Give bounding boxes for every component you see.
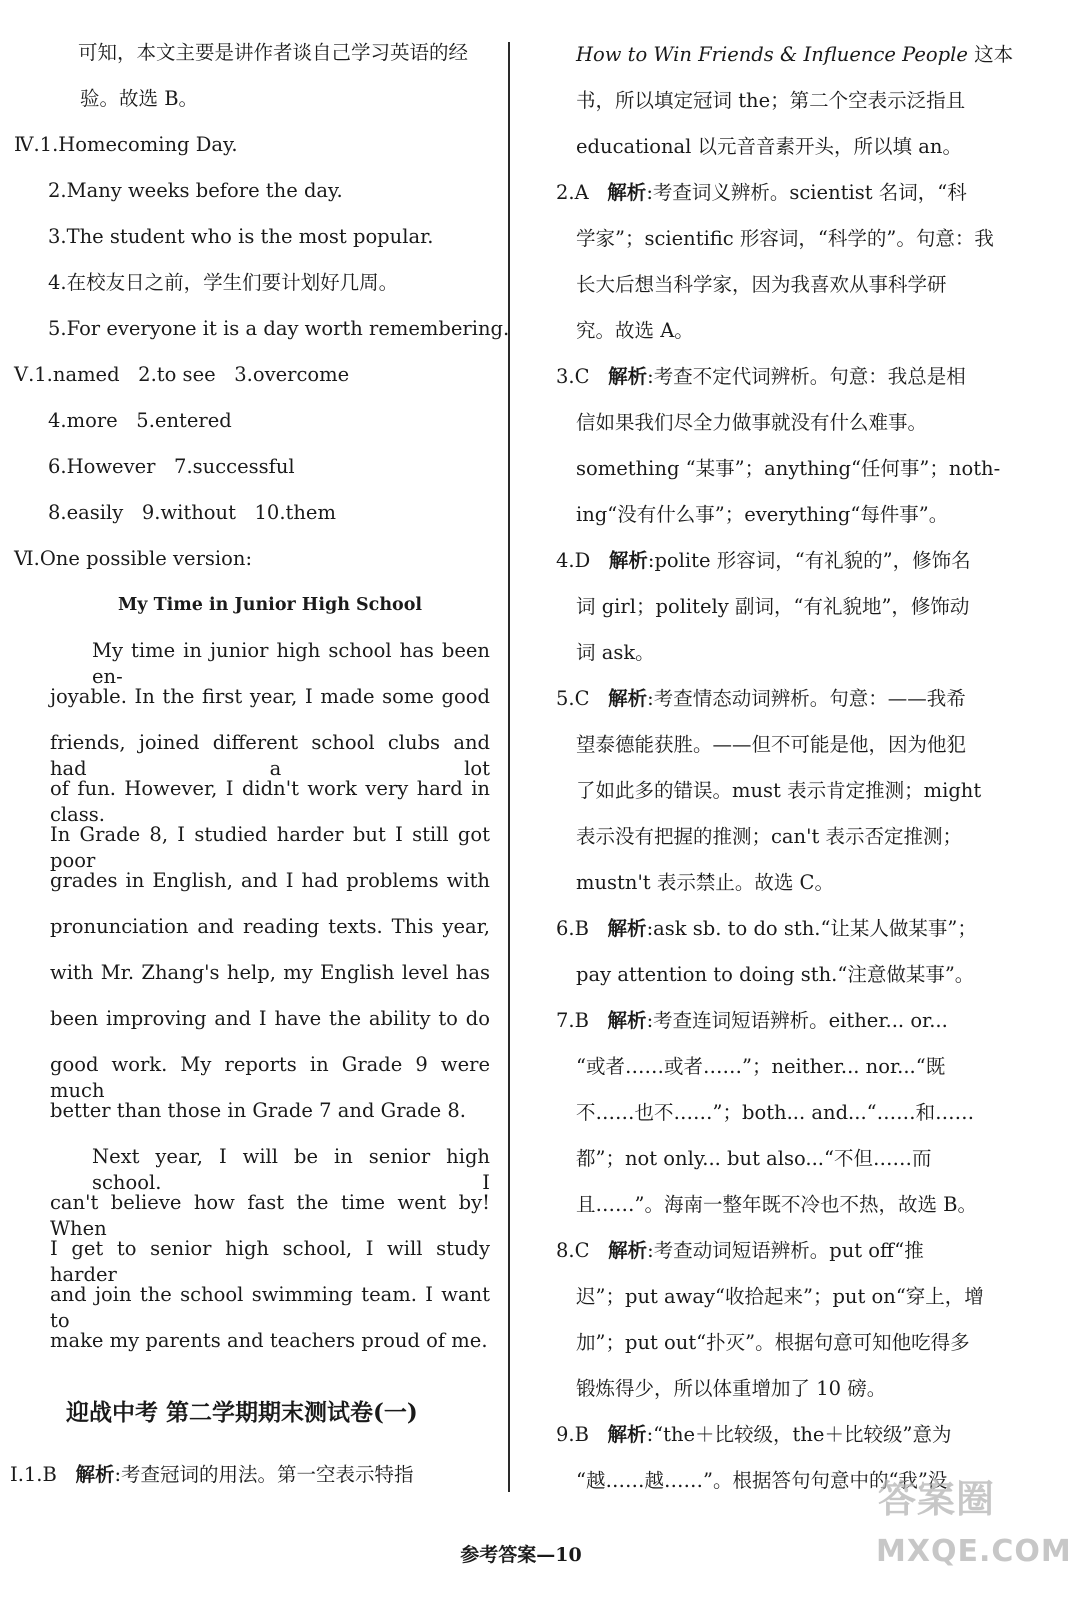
- answer-v-2: 4.more 5.entered: [48, 409, 232, 432]
- text-line: 长大后想当科学家，因为我喜欢从事科学研: [576, 273, 947, 296]
- essay-line: good work. My reports in Grade 9 were much: [50, 1053, 490, 1102]
- watermark-logo: [870, 1468, 1072, 1593]
- answer-item: [556, 686, 966, 712]
- answer-item: [556, 916, 977, 942]
- answer-iv-5: 5.For everyone it is a day worth remembering.: [48, 317, 510, 340]
- essay-line: joyable. In the first year, I made some good: [50, 685, 490, 708]
- column-divider: [508, 42, 510, 1492]
- text-line: 学家”；scientific 形容词，“科学的”。句意：我: [576, 227, 994, 250]
- text-line: “或者……或者……”；neither... nor...“既: [576, 1055, 946, 1078]
- text-line: 表示没有把握的推测；can't 表示否定推测；: [576, 825, 963, 848]
- text-line: 了如此多的错误。must 表示肯定推测；might: [576, 779, 982, 802]
- text-line: 究。故选 A。: [576, 319, 694, 342]
- essay-title: My Time in Junior High School: [117, 595, 423, 615]
- essay-line: grades in English, and I had problems with: [50, 869, 490, 892]
- text-line: 且……”。海南一整年既不冷也不热，故选 B。: [576, 1193, 977, 1216]
- answer-iv-2: 2.Many weeks before the day.: [48, 179, 343, 202]
- essay-line: with Mr. Zhang's help, my English level has: [50, 961, 490, 984]
- item-number: 6.B: [556, 917, 589, 940]
- text-line: mustn't 表示禁止。故选 C。: [576, 871, 834, 894]
- analysis-text: :考查情态动词辨析。句意：——我希: [647, 687, 966, 710]
- text-line: “越……越……”。根据答句句意中的“我”没: [576, 1469, 948, 1492]
- text-line: 迟”；put away“收拾起来”；put on“穿上，增: [576, 1285, 984, 1308]
- item-number: 9.B: [556, 1423, 589, 1446]
- essay-line: can't believe how fast the time went by! When: [50, 1191, 490, 1240]
- text-line: 信如果我们尽全力做事就没有什么难事。: [576, 411, 928, 434]
- answer-item: [556, 1008, 948, 1034]
- analysis-label: 解析: [607, 917, 647, 940]
- analysis-label: 解析: [607, 181, 647, 204]
- answer-v-3: 6.However 7.successful: [48, 455, 295, 478]
- answer-iv-3: 3.The student who is the most popular.: [48, 225, 434, 248]
- text-line: 词 girl；politely 副词，“有礼貌地”，修饰动: [576, 595, 970, 618]
- answer-item: [556, 180, 967, 206]
- essay-line: Next year, I will be in senior high school. I: [92, 1145, 490, 1194]
- analysis-text: :考查连词短语辨析。either... or...: [646, 1009, 948, 1032]
- text-line: educational 以元音音素开头，所以填 an。: [576, 135, 962, 158]
- text-line: something “某事”；anything“任何事”；noth-: [576, 457, 1001, 480]
- analysis-text: :考查不定代词辨析。句意：我总是相: [647, 365, 966, 388]
- item-number: 3.C: [556, 365, 590, 388]
- analysis-label: 解析: [608, 365, 648, 388]
- essay-line: My time in junior high school has been en-: [92, 639, 490, 688]
- analysis-text: :考查动词短语辨析。put off“推: [647, 1239, 924, 1262]
- text-line: 可知，本文主要是讲作者谈自己学习英语的经: [78, 41, 469, 64]
- watermark-logo-text: 答案圈: [878, 1477, 996, 1521]
- answer-i-1: [10, 1462, 414, 1488]
- analysis-label: 解析: [75, 1463, 115, 1486]
- text-line: 望泰德能获胜。——但不可能是他，因为他犯: [576, 733, 967, 756]
- answer-item: [556, 364, 966, 390]
- text-line: 词 ask。: [576, 641, 655, 664]
- item-number: 8.C: [556, 1239, 590, 1262]
- essay-line: make my parents and teachers proud of me.: [50, 1329, 488, 1352]
- essay-line: pronunciation and reading texts. This year,: [50, 915, 490, 938]
- text-line: 都”；not only... but also...“不但……而: [576, 1147, 932, 1170]
- analysis-text: :ask sb. to do sth.“让某人做某事”；: [646, 917, 977, 940]
- answer-iv-4: 4.在校友日之前，学生们要计划好几周。: [48, 271, 399, 294]
- item-number: 7.B: [556, 1009, 589, 1032]
- item-number: 4.D: [556, 549, 591, 572]
- analysis-text: :考查词义辨析。scientist 名词，“科: [646, 181, 967, 204]
- section-title: 迎战中考 第二学期期末测试卷(一): [66, 1399, 418, 1426]
- text-line: [576, 42, 1013, 68]
- analysis-label: 解析: [608, 687, 648, 710]
- essay-line: I get to senior high school, I will study harder: [50, 1237, 490, 1286]
- text-fragment: 这本: [967, 43, 1014, 66]
- watermark-url: MXQE.COM: [876, 1534, 1072, 1569]
- text-line: 验。故选 B。: [80, 87, 199, 110]
- text-line: 不……也不……”；both... and...“……和……: [576, 1101, 975, 1124]
- item-number: 5.C: [556, 687, 590, 710]
- answer-vi: Ⅵ.One possible version:: [14, 547, 253, 570]
- analysis-text: :考查冠词的用法。第一空表示特指: [114, 1463, 414, 1486]
- essay-line: of fun. However, I didn't work very hard in class.: [50, 777, 490, 826]
- answer-v-4: 8.easily 9.without 10.them: [48, 501, 336, 524]
- essay-line: friends, joined different school clubs and had a lot: [50, 731, 490, 780]
- analysis-label: 解析: [607, 1009, 647, 1032]
- answer-item: [556, 1422, 951, 1448]
- text-line: 加”；put out“扑灭”。根据句意可知他吃得多: [576, 1331, 970, 1354]
- analysis-text: :polite 形容词，“有礼貌的”，修饰名: [647, 549, 971, 572]
- text-line: 锻炼得少，所以体重增加了 10 磅。: [576, 1377, 887, 1400]
- text-line: pay attention to doing sth.“注意做某事”。: [576, 963, 975, 986]
- answer-item: [556, 1238, 924, 1264]
- analysis-label: 解析: [608, 1239, 648, 1262]
- item-number: 2.A: [556, 181, 589, 204]
- text-line: 书，所以填定冠词 the；第二个空表示泛指且: [576, 89, 966, 112]
- answer-item: [556, 548, 971, 574]
- analysis-label: 解析: [608, 549, 648, 572]
- essay-line: better than those in Grade 7 and Grade 8.: [50, 1099, 466, 1122]
- essay-line: In Grade 8, I studied harder but I still got poor: [50, 823, 490, 872]
- book-title: How to Win Friends & Influence People: [576, 43, 968, 66]
- answer-iv-1: Ⅳ.1.Homecoming Day.: [14, 133, 238, 156]
- essay-line: been improving and I have the ability to do: [50, 1007, 490, 1030]
- item-number: Ⅰ.1.B: [10, 1463, 57, 1486]
- text-line: ing“没有什么事”；everything“每件事”。: [576, 503, 949, 526]
- analysis-label: 解析: [607, 1423, 647, 1446]
- answer-v-1: Ⅴ.1.named 2.to see 3.overcome: [14, 363, 350, 386]
- page-footer: 参考答案—10: [460, 1544, 582, 1566]
- essay-line: and join the school swimming team. I want to: [50, 1283, 490, 1332]
- analysis-text: :“the＋比较级，the＋比较级”意为: [646, 1423, 952, 1446]
